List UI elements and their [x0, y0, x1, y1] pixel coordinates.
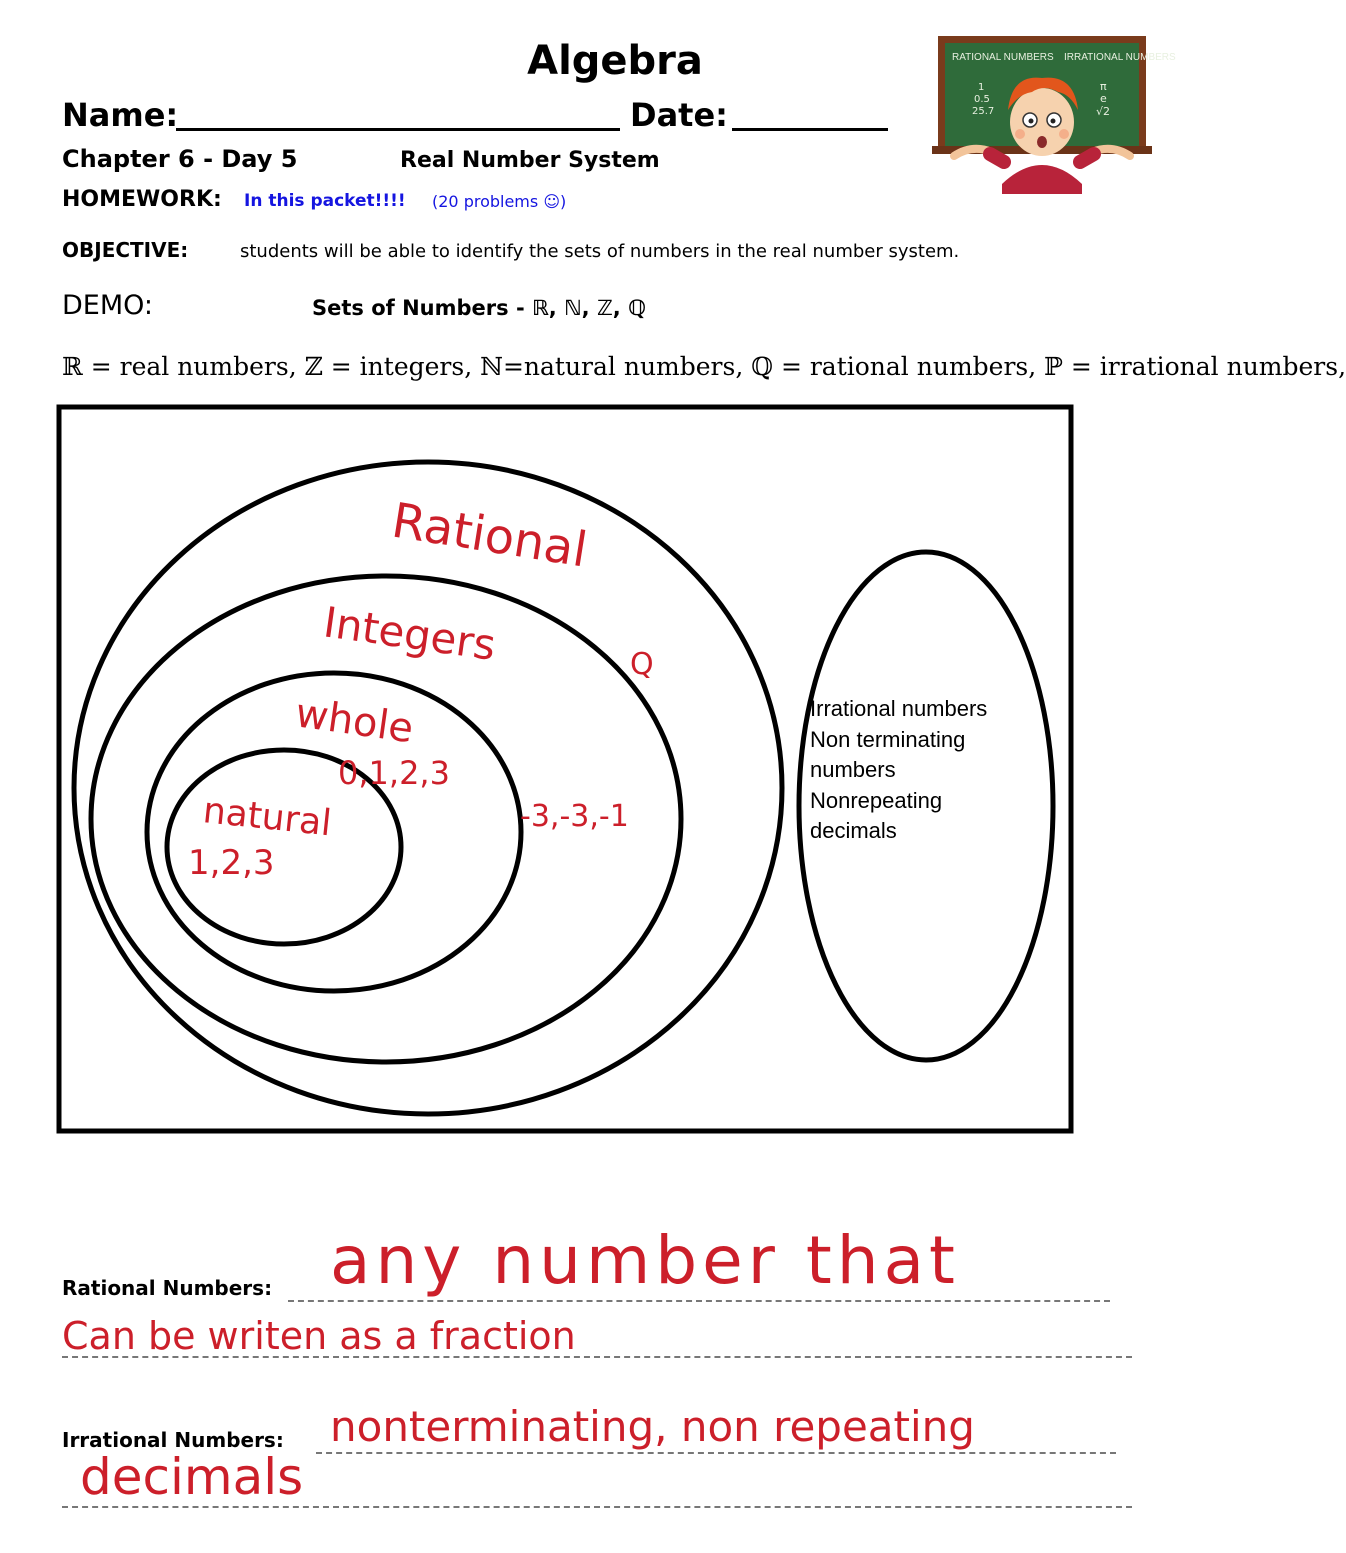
irrational-line: Nonrepeating: [810, 787, 943, 813]
objective-label: OBJECTIVE:: [62, 238, 189, 262]
demo-subtitle: Sets of Numbers - ℝ, ℕ, ℤ, ℚ: [312, 296, 646, 320]
board-left-value: 25.7: [972, 106, 995, 117]
whole-handwritten-values: 0,1,2,3: [338, 754, 450, 792]
board-right-value: π: [1100, 80, 1107, 93]
natural-handwritten-values: 1,2,3: [188, 843, 275, 883]
chapter-day: Chapter 6 - Day 5: [62, 145, 298, 173]
boy-mouth: [1037, 136, 1047, 148]
page-title: Algebra: [527, 38, 703, 84]
topic-title: Real Number System: [400, 148, 660, 173]
teacher-chalkboard-illustration: [932, 34, 1176, 194]
irrational-description: [810, 694, 987, 847]
rational-answer-handwritten-1: any number that: [330, 1222, 960, 1299]
boy-shirt: [1002, 165, 1082, 194]
date-label: Date:: [630, 96, 728, 134]
homework-count: (20 problems ☺): [432, 192, 567, 211]
homework-text: In this packet!!!!: [244, 191, 406, 211]
integers-handwritten-values: -3,-3,-1: [520, 799, 629, 834]
rational-handwritten-label: Rational: [388, 492, 591, 579]
name-blank[interactable]: [176, 128, 620, 131]
irrational-line: Irrational numbers: [810, 696, 988, 721]
name-label: Name:: [62, 96, 179, 134]
irrational-answer-handwritten-1: nonterminating, non repeating: [330, 1402, 975, 1451]
board-left-value: 1: [978, 82, 985, 93]
boy-cheek: [1015, 129, 1025, 139]
boy-right-pupil: [1051, 119, 1056, 124]
irrational-line: decimals: [810, 818, 897, 843]
objective-text: students will be able to identify the sets of numbers in the real number system.: [240, 241, 960, 262]
rational-symbol: Q: [630, 647, 654, 682]
irrational-line: numbers: [810, 757, 896, 782]
board-right-value: √2: [1096, 105, 1111, 118]
boy-cheek: [1059, 129, 1069, 139]
integers-handwritten-label: Integers: [320, 597, 499, 670]
boy-left-pupil: [1029, 119, 1034, 124]
date-blank[interactable]: [732, 128, 888, 131]
irrational-answer-line-1[interactable]: [316, 1452, 1116, 1454]
irrational-numbers-label: Irrational Numbers:: [62, 1428, 284, 1452]
irrational-answer-line-2[interactable]: [62, 1506, 1132, 1508]
homework-label: HOMEWORK:: [62, 187, 222, 212]
rational-numbers-label: Rational Numbers:: [62, 1276, 273, 1300]
set-symbols-legend: ℝ = real numbers, ℤ = integers, ℕ=natural numbers, ℚ = rational numbers, ℙ = irrational numbers,: [62, 352, 1346, 381]
board-left-title: RATIONAL NUMBERS: [952, 52, 1054, 63]
board-left-value: 0.5: [974, 94, 990, 105]
rational-answer-handwritten-2: Can be writen as a fraction: [62, 1314, 576, 1358]
rational-answer-line-1[interactable]: [288, 1300, 1110, 1302]
demo-label: DEMO:: [62, 290, 154, 321]
irrational-line: Non terminating: [810, 726, 966, 752]
whole-handwritten-label: whole: [292, 690, 417, 753]
board-right-value: e: [1100, 92, 1107, 105]
board-right-title: IRRATIONAL NUMBERS: [1064, 52, 1176, 63]
irrational-answer-handwritten-2: decimals: [80, 1448, 304, 1506]
natural-handwritten-label: natural: [201, 790, 334, 845]
